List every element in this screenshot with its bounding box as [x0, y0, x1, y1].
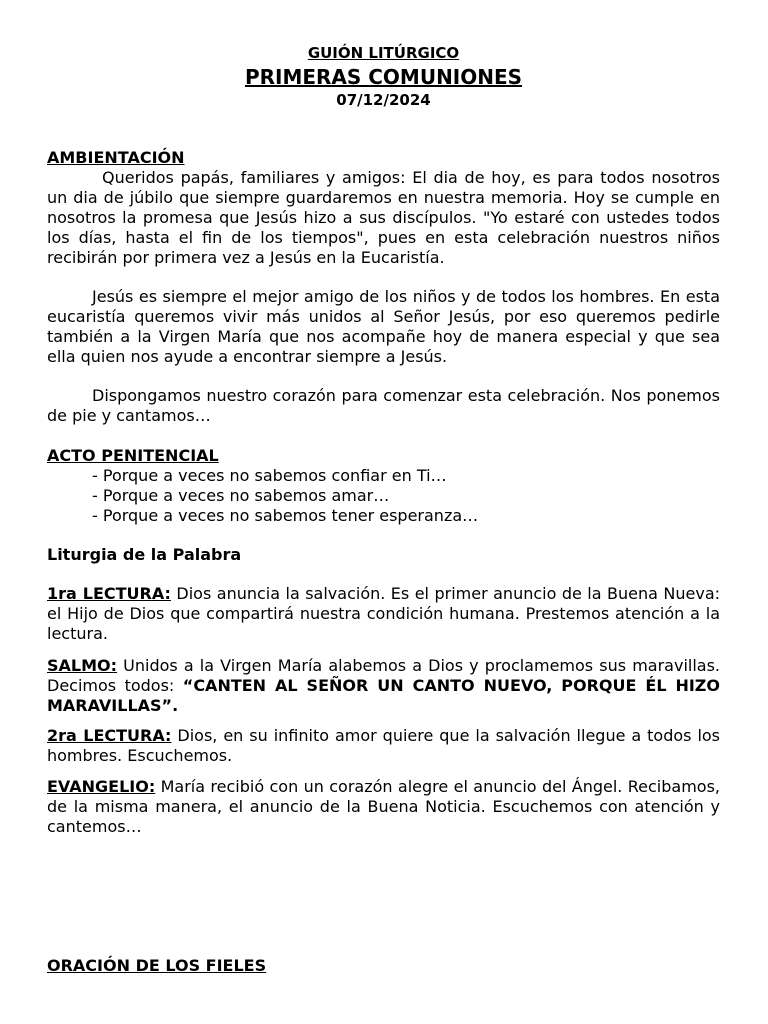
evangelio-paragraph [47, 777, 720, 837]
penitencial-item: - Porque a veces no sabemos amar… [92, 486, 390, 505]
lectura-2-text: Dios, en su infinito amor quiere que la salvación llegue a todos los hombres. Escuchemos. [47, 726, 721, 765]
doc-kicker: GUIÓN LITÚRGICO [307, 44, 460, 62]
penitencial-item: - Porque a veces no sabemos tener esperanza… [92, 506, 479, 525]
lectura-2-label: 2ra LECTURA: [47, 726, 172, 745]
acto-penitencial-heading: ACTO PENITENCIAL [47, 446, 219, 465]
lectura-1-label: 1ra LECTURA: [47, 584, 171, 603]
penitencial-item: - Porque a veces no sabemos confiar en Ti… [92, 466, 447, 485]
liturgia-heading: Liturgia de la Palabra [47, 545, 242, 564]
salmo-response: “CANTEN AL SEÑOR UN CANTO NUEVO, PORQUE ÉL HIZO MARAVILLAS”. [47, 676, 721, 715]
lectura-2-paragraph [47, 726, 720, 766]
ambientacion-paragraph-3: Dispongamos nuestro corazón para comenzar esta celebración. Nos ponemos de pie y cantamos… [47, 386, 720, 425]
ambientacion-paragraph-1: Queridos papás, familiares y amigos: El dia de hoy, es para todos nosotros un dia de júbilo que siempre guardaremos en nuestra memoria. Hoy se cumple en nosotros la promesa que Jesús hizo a sus discípulos. "Yo estaré con ustedes todos los días, hasta el fin de los tiempos", pues en esta celebración nuestros niños recibirán por primera vez a Jesús en la Eucaristía. [47, 168, 720, 267]
evangelio-label: EVANGELIO: [47, 777, 156, 796]
lectura-1-text: Dios anuncia la salvación. Es el primer anuncio de la Buena Nueva: el Hijo de Dios que compartirá nuestra condición humana. Prestemos atención a la lectura. [47, 584, 721, 643]
doc-date: 07/12/2024 [336, 91, 431, 109]
salmo-label: SALMO: [47, 656, 118, 675]
salmo-paragraph [47, 656, 720, 716]
lectura-1-paragraph [47, 584, 720, 644]
evangelio-text: María recibió con un corazón alegre el anuncio del Ángel. Recibamos, de la misma manera, el anuncio de la Buena Noticia. Escuchemos con atención y cantemos… [47, 777, 720, 836]
oracion-heading: ORACIÓN DE LOS FIELES [47, 956, 267, 975]
salmo-text: Unidos a la Virgen María alabemos a Dios y proclamemos sus maravillas. Decimos todos: [47, 656, 720, 695]
doc-title: PRIMERAS COMUNIONES [244, 65, 523, 89]
ambientacion-heading: AMBIENTACIÓN [47, 148, 185, 167]
ambientacion-paragraph-2: Jesús es siempre el mejor amigo de los niños y de todos los hombres. En esta eucaristía queremos vivir más unidos al Señor Jesús, por eso queremos pedirle también a la Virgen María que nos acompañe hoy de manera especial y que sea ella quien nos ayude a encontrar siempre a Jesús. [47, 287, 720, 366]
